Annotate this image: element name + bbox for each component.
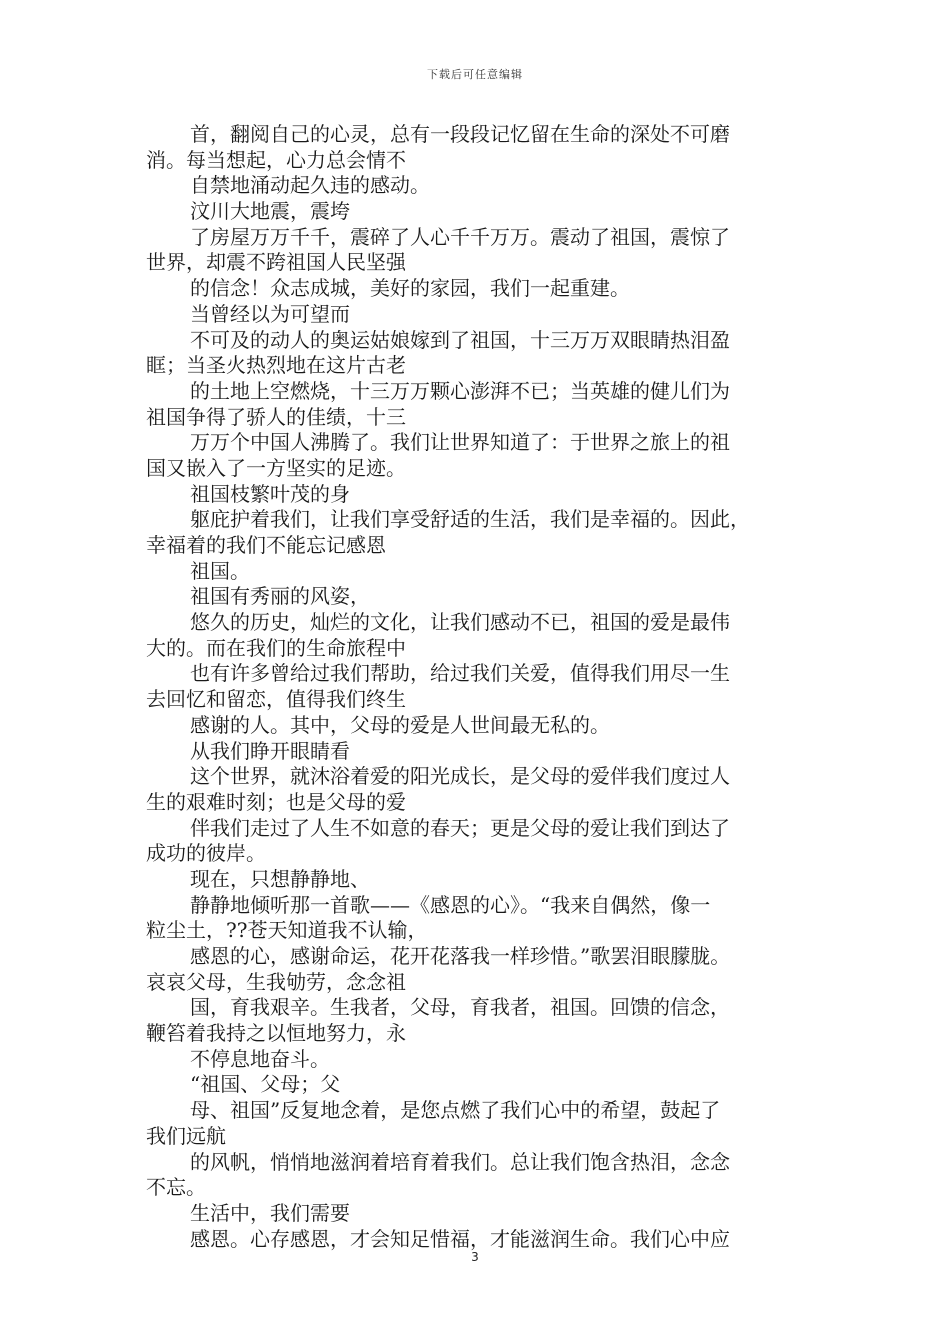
- text-line: 眶；当圣火热烈地在这片古老: [146, 353, 406, 378]
- text-line: 感谢的人。其中，父母的爱是人世间最无私的。: [190, 712, 610, 737]
- text-line: 我们远航: [146, 1123, 226, 1148]
- text-line: 躯庇护着我们，让我们享受舒适的生活，我们是幸福的。因此，: [190, 507, 750, 532]
- text-line: 了房屋万万千千，震碎了人心千千万万。震动了祖国，震惊了: [190, 224, 730, 249]
- text-line: 首，翻阅自己的心灵，总有一段段记忆留在生命的深处不可磨: [190, 122, 730, 146]
- text-line: 现在，只想静静地、: [190, 866, 370, 891]
- text-line: 汶川大地震，震垮: [190, 199, 350, 224]
- text-line: 自禁地涌动起久违的感动。: [190, 173, 430, 198]
- text-line: 生活中，我们需要: [190, 1200, 350, 1225]
- page-number: 3: [471, 1250, 479, 1264]
- text-line: 不忘。: [146, 1175, 206, 1200]
- text-line: 国，育我艰辛。生我者，父母，育我者，祖国。回馈的信念，: [190, 995, 730, 1020]
- text-line: 祖国。: [190, 558, 250, 583]
- text-line: 万万个中国人沸腾了。我们让世界知道了：于世界之旅上的祖: [190, 430, 730, 455]
- page-header: 下载后可任意编辑: [427, 68, 523, 81]
- text-line: 当曾经以为可望而: [190, 301, 350, 326]
- text-line: 感恩的心，感谢命运，花开花落我一样珍惜。”歌罢泪眼朦胧。: [190, 944, 731, 968]
- text-line: 伴我们走过了人生不如意的春天；更是父母的爱让我们到达了: [190, 815, 730, 840]
- text-line: 鞭笞着我持之以恒地努力，永: [146, 1021, 406, 1046]
- text-line: 母、祖国”反复地念着，是您点燃了我们心中的希望，鼓起了: [190, 1098, 721, 1123]
- text-line: 祖国争得了骄人的佳绩，十三: [146, 404, 406, 429]
- text-line: 的信念！众志成城，美好的家园，我们一起重建。: [190, 276, 630, 301]
- text-line: 不可及的动人的奥运姑娘嫁到了祖国，十三万万双眼睛热泪盈: [190, 327, 730, 352]
- text-line: 的土地上空燃烧，十三万万颗心澎湃不已；当英雄的健儿们为: [190, 378, 730, 403]
- text-line: 世界，却震不跨祖国人民坚强: [146, 250, 406, 275]
- text-line: 国又嵌入了一方坚实的足迹。: [146, 455, 406, 480]
- text-line: 这个世界，就沐浴着爱的阳光成长，是父母的爱伴我们度过人: [190, 764, 730, 789]
- text-line: 去回忆和留恋，值得我们终生: [146, 687, 406, 712]
- text-line: 成功的彼岸。: [146, 841, 266, 866]
- text-line: 悠久的历史，灿烂的文化，让我们感动不已，祖国的爱是最伟: [190, 610, 730, 635]
- text-line: 从我们睁开眼睛看: [190, 738, 350, 763]
- text-line: 生的艰难时刻；也是父母的爱: [146, 789, 406, 814]
- text-line: 祖国枝繁叶茂的身: [190, 481, 350, 506]
- text-line: 祖国有秀丽的风姿，: [190, 584, 370, 609]
- text-line: 哀哀父母，生我劬劳，念念祖: [146, 969, 406, 994]
- article-body: [146, 122, 806, 1252]
- text-line: 不停息地奋斗。: [190, 1046, 330, 1071]
- text-line: 的风帆，悄悄地滋润着培育着我们。总让我们饱含热泪，念念: [190, 1149, 730, 1174]
- text-line: 感恩。心存感恩，才会知足惜福，才能滋润生命。我们心中应: [190, 1226, 730, 1251]
- text-line: 粒尘土，??苍天知道我不认输，: [146, 918, 428, 943]
- text-line: 静静地倾听那一首歌——《感恩的心》。“我来自偶然，像一: [190, 892, 711, 917]
- text-line: 也有许多曾给过我们帮助，给过我们关爱，值得我们用尽一生: [190, 661, 730, 686]
- text-line: 消。每当想起，心力总会情不: [146, 147, 406, 172]
- text-line: 大的。而在我们的生命旅程中: [146, 635, 406, 660]
- text-line: 幸福着的我们不能忘记感恩: [146, 533, 386, 557]
- text-line: “祖国、父母；父: [190, 1072, 341, 1097]
